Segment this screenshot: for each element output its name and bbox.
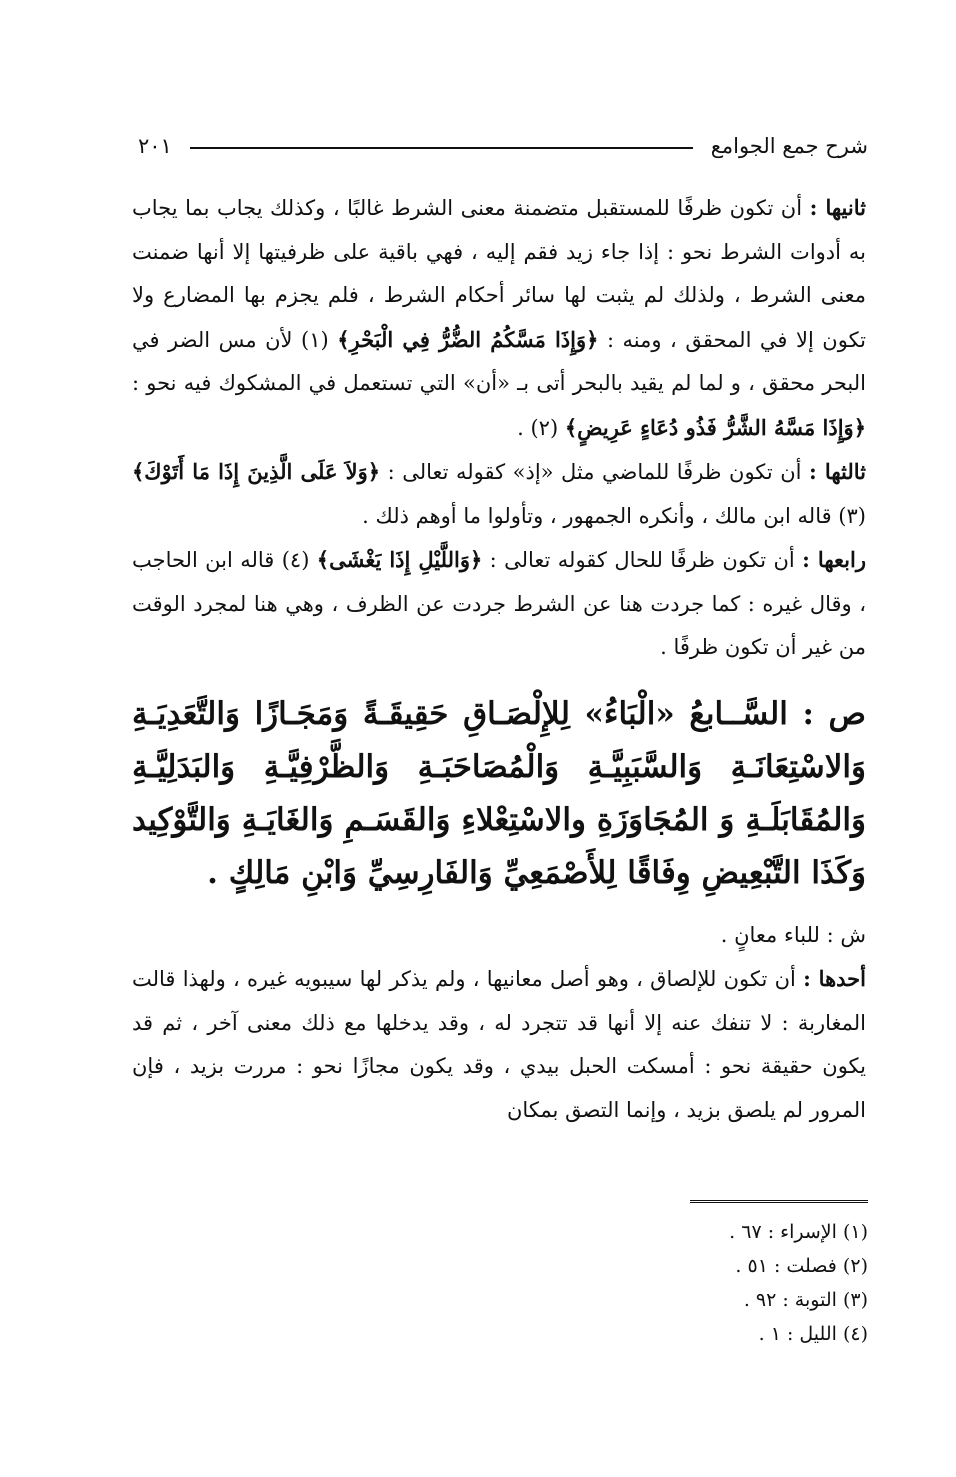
paragraph-text: أن تكون للإلصاق ، وهو أصل معانيها ، ولم يذكر لها سيبويه غيره ، ولهذا قالت المغاربة : لا تنفك عنه إلا أنها قد تتجرد له ، وقد يدخلها مع ذلك معنى آخر ، ثم قد يكون حقيقة نحو : أمسكت الحبل بيدي ، وقد يكون مجازًا نحو : مررت بزيد ، فإن المرور لم يلصق بزيد ، وإنما التصق بمكان xyxy=(132,967,866,1122)
footnote-list xyxy=(690,1215,868,1351)
footnote: (٢) فصلت : ٥١ . xyxy=(735,1255,868,1277)
quran-quote: ﴿وَلاَ عَلَى الَّذِينَ إِذَا مَا أَتَوْكَ﴾ xyxy=(132,459,381,484)
footnote: (٤) الليل : ١ . xyxy=(758,1323,868,1345)
paragraph-second-meaning xyxy=(132,186,866,450)
main-text xyxy=(132,186,866,1132)
paragraph-third-meaning xyxy=(132,450,866,538)
paragraph-text: (٣) قاله ابن مالك ، وأنكره الجمهور ، وتأولوا ما أوهم ذلك . xyxy=(362,503,866,528)
paragraph-text: (٢) . xyxy=(517,415,565,440)
footnotes xyxy=(690,1200,868,1351)
quran-quote: ﴿وَاللَّيْلِ إِذَا يَغْشَى﴾ xyxy=(316,547,483,572)
page-number: ٢٠١ xyxy=(138,134,172,158)
paragraph-text: أن تكون ظرفًا للمستقبل متضمنة معنى الشرط غالبًا ، وكذلك يجاب بما يجاب به أدوات الشرط نحو : إذا جاء زيد فقم إليه ، فهي باقية على ظرفيتها إلا أنها ضمنت معنى الشرط ، ولذلك لم يثبت لها سائر أحكام الشرط ، فلم يجزم بها المضارع ولا تكون إلا في المحقق ، ومنه : xyxy=(132,196,867,352)
paragraph-text: (٤) قاله ابن الحاجب ، وقال غيره : كما جردت هنا عن الشرط جردت عن الظرف ، وهي هنا لمجرد الوقت من غير أن تكون ظرفًا . xyxy=(132,548,866,659)
running-header xyxy=(138,126,868,166)
quran-quote: ﴿وَإِذَا مَسَّهُ الشَّرُّ فَذُو دُعَاءٍ عَرِيضٍ﴾ xyxy=(564,414,866,440)
paragraph-text: أن تكون ظرفًا للماضي مثل «إذ» كقوله تعالى : xyxy=(380,460,810,484)
paragraph-label: ثانيها : xyxy=(809,195,866,220)
paragraph-label: ثالثها : xyxy=(809,459,866,484)
sharh-line: ش : للباء معانٍ . xyxy=(720,922,866,947)
matn-paragraph: ص : السَّــابعُ «الْبَاءُ» لِلإِلْصَـاقِ حَقِيقَـةً وَمَجَـازًا وَالتَّعَدِيَـةِ وَالاسْتِعَانَـةِ وَالسَّبَبِيَّـةِ وَالْمُصَاحَبَـةِ وَالظَّرْفِيَّـةِ وَالبَدَلِيَّـةِ وَالمُقَابَلَـةِ وَ المُجَاوَزَةِ والاسْتِعْلاءِ وَالقَسَـمِ وَالغَايَـةِ وَالتَّوْكِيد وَكَذَا التَّبْعِيضِ وِفَاقًا لِلأَصْمَعِيِّ وَالفَارِسِيِّ وَابْنِ مَالِكٍ . xyxy=(132,695,866,891)
paragraph-label: أحدها : xyxy=(803,966,866,991)
paragraph-fourth-meaning xyxy=(132,538,866,670)
footnote: (١) الإسراء : ٦٧ . xyxy=(729,1221,868,1243)
paragraph-first-meaning xyxy=(132,957,866,1132)
header-rule xyxy=(190,147,693,149)
footnote: (٣) التوبة : ٩٢ . xyxy=(743,1289,868,1311)
paragraph-label: رابعها : xyxy=(802,547,866,572)
paragraph-text: (١) لأن مس الضر في البحر محقق ، و لما لم يقيد بالبحر أتى بـ «أن» التي تستعمل في المشكوك فيه نحو : xyxy=(132,327,866,395)
footnote-rule xyxy=(690,1200,868,1207)
header-title: شرح جمع الجوامع xyxy=(710,134,868,158)
quran-quote: ﴿وَإِذَا مَسَّكُمُ الضُّرُّ فِي الْبَحْرِ﴾ xyxy=(337,326,599,352)
paragraph-text: أن تكون ظرفًا للحال كقوله تعالى : xyxy=(482,548,803,572)
